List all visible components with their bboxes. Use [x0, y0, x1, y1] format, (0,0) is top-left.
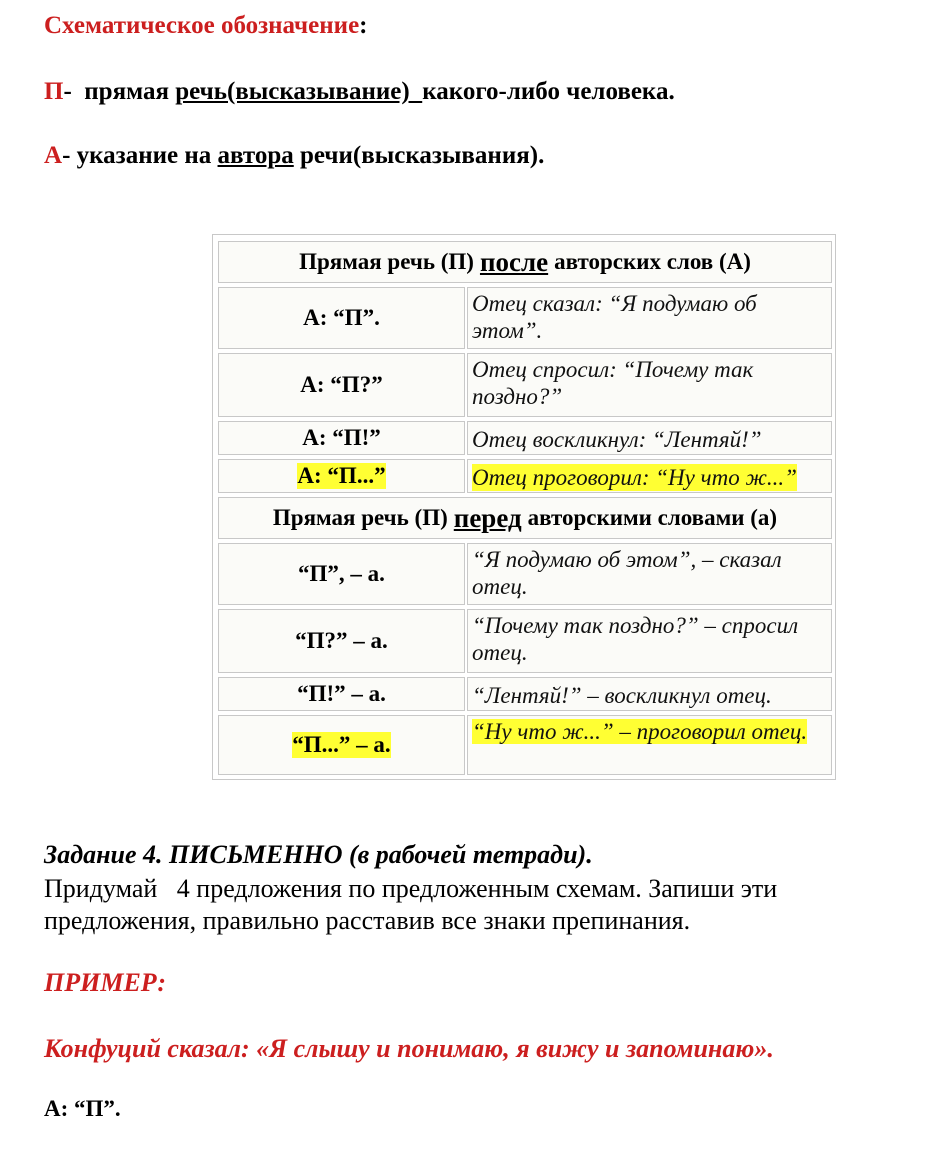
- example-cell: [467, 609, 832, 673]
- legend-a-underlined: автора: [217, 142, 294, 169]
- example-text: “Лентяй!” – воскликнул отец.: [472, 682, 772, 708]
- scheme-text: А: “П!”: [302, 425, 381, 450]
- example-cell: [467, 421, 832, 455]
- example-text: Отец спросил: “Почему так поздно?”: [472, 357, 754, 409]
- legend-p-dash: - прямая: [63, 78, 176, 105]
- legend-a-dash: - указание на: [62, 142, 218, 169]
- example-text: Отец воскликнул: “Лентяй!”: [472, 426, 762, 452]
- example-text: Отец сказал: “Я подумаю об этом”.: [472, 291, 757, 343]
- scheme-cell: [218, 543, 465, 605]
- example-heading: ПРИМЕР:: [44, 968, 166, 997]
- scheme-text: А: “П”.: [303, 305, 380, 330]
- example-scheme: А: “П”.: [44, 1096, 121, 1121]
- scheme-text: А: “П?”: [300, 372, 383, 397]
- legend-p-line: [44, 78, 675, 106]
- legend-heading: [44, 12, 368, 40]
- scheme-text: “П...” – а.: [292, 732, 391, 757]
- example-text: “Я подумаю об этом”, – сказал отец.: [472, 547, 782, 599]
- scheme-text: “П?” – а.: [295, 628, 388, 653]
- speech-schemes-table: [212, 234, 836, 780]
- legend-a-letter: А: [44, 142, 63, 169]
- example-text: Отец проговорил: “Ну что ж...”: [472, 464, 797, 490]
- section-before-header: [218, 497, 832, 539]
- scheme-text: А: “П...”: [297, 463, 386, 488]
- scheme-cell: [218, 287, 465, 349]
- example-cell: [467, 353, 832, 417]
- example-cell-highlighted: [467, 459, 832, 493]
- example-sentence: Конфуций сказал: «Я слышу и понимаю, я вижу и запоминаю».: [44, 1034, 774, 1063]
- example-cell: [467, 543, 832, 605]
- legend-p-underlined: речь(высказывание): [175, 78, 423, 105]
- scheme-cell-highlighted: [218, 459, 465, 493]
- scheme-cell: [218, 353, 465, 417]
- example-text: “Почему так поздно?” – спросил отец.: [472, 613, 799, 665]
- scheme-text: “П!” – а.: [297, 681, 386, 706]
- section-after-key: после: [479, 246, 549, 277]
- scheme-cell: [218, 677, 465, 711]
- legend-a-rest: речи(высказывания).: [293, 142, 545, 169]
- scheme-cell-highlighted: [218, 715, 465, 775]
- task-body-line-2: предложения, правильно расставив все знаки препинания.: [44, 906, 691, 935]
- example-cell: [467, 677, 832, 711]
- scheme-cell: [218, 609, 465, 673]
- section-before-post: авторскими словами (а): [527, 505, 778, 530]
- task-title: Задание 4. ПИСЬМЕННО (в рабочей тетради).: [44, 840, 593, 869]
- section-before-key: перед: [453, 502, 522, 533]
- example-text: “Ну что ж...” – проговорил отец.: [472, 719, 808, 744]
- legend-heading-colon: :: [359, 12, 368, 39]
- scheme-cell: [218, 421, 465, 455]
- scheme-text: “П”, – а.: [298, 561, 385, 586]
- task-body-line-1: Придумай 4 предложения по предложенным схемам. Запиши эти: [44, 874, 778, 903]
- example-cell-highlighted: [467, 715, 832, 775]
- legend-p-letter: П: [44, 78, 64, 105]
- legend-heading-text: Схематическое обозначение: [44, 12, 360, 39]
- legend-p-rest: какого-либо человека.: [422, 78, 675, 105]
- example-cell: [467, 287, 832, 349]
- section-after-pre: Прямая речь (П): [299, 249, 474, 274]
- section-after-header: [218, 241, 832, 283]
- section-after-post: авторских слов (А): [554, 249, 751, 274]
- section-before-pre: Прямая речь (П): [272, 505, 448, 530]
- legend-a-line: [44, 142, 544, 170]
